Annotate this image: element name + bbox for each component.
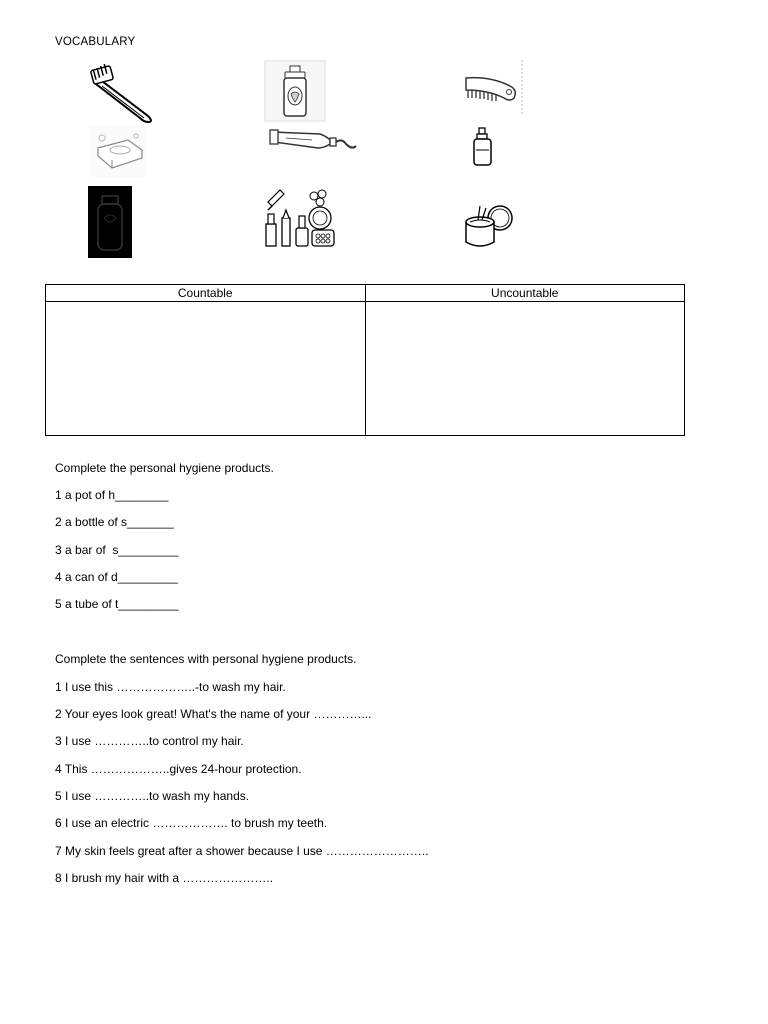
hair-gel-pot-icon (460, 200, 520, 252)
exercise-2-item: 5 I use …………..to wash my hands. (55, 789, 250, 803)
exercise-1-item: 5 a tube of t_________ (55, 597, 179, 611)
exercise-2-item: 8 I brush my hair with a ………………….. (55, 871, 274, 885)
shampoo-bottle-dark-icon (88, 186, 132, 258)
exercise-1-title: Complete the personal hygiene products. (55, 461, 274, 475)
comb-icon (462, 60, 524, 116)
exercise-2-item: 3 I use …………..to control my hair. (55, 734, 244, 748)
deodorant-can-icon (264, 60, 326, 122)
exercise-1-item: 4 a can of d_________ (55, 570, 178, 584)
countable-uncountable-table (45, 284, 685, 436)
toothbrush-icon (88, 64, 160, 126)
makeup-set-icon (264, 188, 340, 250)
uncountable-answer-cell[interactable] (365, 302, 685, 436)
page-heading: VOCABULARY (55, 36, 136, 48)
exercise-2-title: Complete the sentences with personal hygiene products. (55, 652, 357, 666)
exercise-2-item: 4 This ………………..gives 24-hour protection. (55, 762, 302, 776)
exercise-2-item: 6 I use an electric ………………. to brush my teeth. (55, 816, 328, 830)
soap-bar-icon (88, 124, 148, 178)
column-header-uncountable: Uncountable (365, 285, 685, 302)
toothpaste-tube-icon (268, 124, 358, 156)
lotion-bottle-icon (470, 126, 496, 168)
table-row (46, 302, 685, 436)
countable-answer-cell[interactable] (46, 302, 366, 436)
exercise-1-item: 3 a bar of s_________ (55, 543, 179, 557)
column-header-countable: Countable (46, 285, 366, 302)
table-header-row (46, 285, 685, 302)
exercise-2-item: 2 Your eyes look great! What's the name of your …………... (55, 707, 372, 721)
exercise-2-item: 7 My skin feels great after a shower because I use …………………….. (55, 844, 429, 858)
exercise-1-item: 1 a pot of h________ (55, 488, 169, 502)
exercise-2-item: 1 I use this ………………..-to wash my hair. (55, 680, 286, 694)
exercise-1-item: 2 a bottle of s_______ (55, 515, 174, 529)
